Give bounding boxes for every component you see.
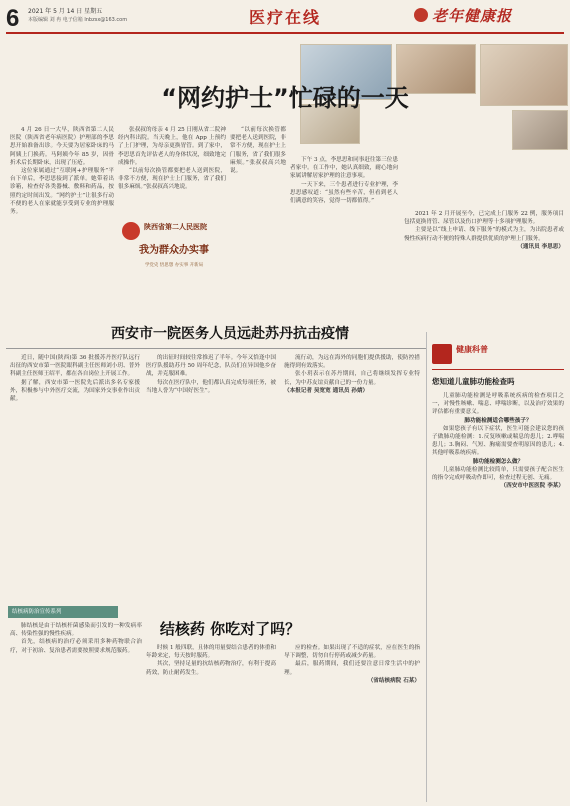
byline: （本报记者 吴宽宽 通讯员 孙婧） xyxy=(284,387,369,394)
story1-column-1 xyxy=(10,126,114,322)
subheading: 肺功能检测怎么做？ xyxy=(472,458,524,465)
logo-slogan: 我为群众办实事 xyxy=(139,245,209,256)
paragraph: 据了解，西安市第一医院先后派出多名专家援外，积极参与中外医疗交流，为国家外交事业作出贡献。 xyxy=(10,379,140,403)
side-title: 您知道儿童肺功能检查吗 xyxy=(432,377,515,386)
story3-title: 结核药 你吃对了吗？ xyxy=(159,620,301,638)
story3-column-1 xyxy=(10,622,142,800)
paragraph: 儿童肺功能检测比较简单，只需要孩子配合医生的指令完成呼吸动作即可，检查过程无创、无痛。 xyxy=(432,466,564,482)
side-column-body xyxy=(432,392,564,800)
logo-subline: 学党史 悟思想 办实事 开新局 xyxy=(144,263,204,268)
paragraph: 的出征时间较往常推迟了半年。今年又恰逢中国医疗队援助苏丹 50 周年纪念，队员们在异国他乡奋战，并克服困难。 xyxy=(146,355,276,378)
story1-column-3 xyxy=(230,126,286,322)
logo-org: 陕西省第二人民医院 xyxy=(144,222,207,231)
divider-vertical xyxy=(426,332,427,802)
editor-line: 本版编辑 刘 冉 电子信箱 lnbzsx@163.com xyxy=(28,17,128,23)
paragraph: 其次，坚持足量的抗结核药物治疗，有利于提高药效，防止耐药发生。 xyxy=(146,661,276,676)
column-badge-icon xyxy=(432,344,452,364)
paragraph: 最后，服药期间，我们还要注意日常生活中的护理。 xyxy=(284,661,420,676)
paragraph: 近日，随中国(陕西)第 36 批援苏丹医疗队远行出征的西安市第一医院眼科副主任医师刘小玥、普外科副主任医师王绍平，都在各自岗位上开展工作。 xyxy=(10,355,140,378)
paragraph: 应的检查。如果出现了不适的症状，应在医生的指导下调整，切勿自行停药或减少药量。 xyxy=(284,645,420,660)
photo-nurse-5 xyxy=(512,110,568,150)
paragraph: 张叔叔的母亲 4 月 25 日刚从省二院神经内科出院。当天晚上，他在 App 上预约了上门护理，为母亲更换胃管。到了家中，李思思首先评估老人的身体状况，细致地完成操作。 xyxy=(118,127,226,166)
byline: （省结核病院 石某） xyxy=(367,677,420,684)
side-column-header xyxy=(432,338,564,370)
paragraph: “以前每次换管都要把老人送到医院，非常不方便，现在护士上门服务，省了我们很多麻烦。”张叔叔高兴地说。 xyxy=(118,168,226,191)
paragraph: 每次在医疗队中，他们都认真完成每项任务，被当地人誉为“中国好医生”。 xyxy=(146,379,276,394)
paragraph: 一天下来，三个患者进行专业护理，李思思感叹道：“虽然有些辛苦，但看到老人们满意的笑容，觉得一切都值得。” xyxy=(290,181,398,205)
paragraph: 主要是以“线上申请、线下服务”的模式为主，为出院患者或慢性疾病行动不便的特殊人群提供优质的护理上门服务。 xyxy=(404,227,564,242)
paragraph: 下午 3 点，李思思和同事赶往第三位患者家中。在工作中，她认真细致，耐心地向家属讲解居家护理的注意事项。 xyxy=(290,157,398,180)
header-rule xyxy=(6,32,564,34)
paragraph: 这位家属通过“互联网+护理服务”平台下单后，李思思接到了派单。她带着出诊箱，检查好各类器械、敷料和药品，按照约定时间出发。“网约护士”让很多行动不便的老人在家就能享受到专业的护理服务。 xyxy=(10,168,114,216)
story1-column-2 xyxy=(118,126,226,214)
page-number: 6 xyxy=(6,5,20,32)
story3-column-2 xyxy=(146,644,276,800)
paragraph: 首先，结核病的治疗必须采用多种药物联合治疗，对于初治、复治患者需要按照要求规范服药。 xyxy=(10,639,142,654)
story2-column-3 xyxy=(284,354,420,598)
emblem-icon xyxy=(122,222,140,240)
paragraph: 2021 年 2 月开展至今，已完成上门服务 22 例，服务项目包括更换胃管、尿管以及伤口护理等十多项护理服务。 xyxy=(404,211,564,226)
paragraph: 时候 1 般四联，且体的用量要结合患者的体重和年龄来定，每天按时服药。 xyxy=(146,645,276,660)
subheading: 肺功能检测适合哪些孩子？ xyxy=(464,417,532,424)
brand-logo-icon xyxy=(414,8,428,22)
byline: （西安市中医医院 李某） xyxy=(500,483,564,490)
byline: （通讯员 李思思） xyxy=(517,243,564,250)
story2-column-2 xyxy=(146,354,276,598)
campaign-logo xyxy=(118,216,226,296)
story3-column-3 xyxy=(284,644,420,800)
paragraph: 如果您孩子有以下症状，医生可能会建议您的孩子做肺功能检测：1.反复咳嗽或喘息的患儿；2.哮喘患儿；3.胸闷、气短、胸痛需要查明原因的患儿；4.其他呼吸系统疾病。 xyxy=(432,425,564,457)
paragraph: 流行动，为远在海外的同胞们提供援助，使防控措施得到有效落实。 xyxy=(284,355,420,370)
column-label: 健康科普 xyxy=(456,344,488,354)
section-title: 医疗在线 xyxy=(248,8,321,27)
paragraph: “以前每次换管都要把老人送到医院，非常不方便，现在护士上门服务，省了我们很多麻烦。”张叔叔高兴地说。 xyxy=(230,127,286,175)
story2-column-1 xyxy=(10,354,140,598)
brand-name: 老年健康报 xyxy=(432,7,513,25)
date-line: 2021 年 5 月 14 日 星期五 xyxy=(28,8,103,15)
series-banner: 结核病防治宣传系列 xyxy=(8,606,118,618)
divider xyxy=(6,348,426,349)
masthead xyxy=(400,4,565,28)
story2-title: 西安市一院医务人员远赴苏丹抗击疫情 xyxy=(111,326,349,342)
paragraph: 儿童肺功能检测是呼吸系统疾病的检查项目之一，对慢性咳嗽、喘息、哮喘诊断，以及治疗效果的评估都有重要意义。 xyxy=(432,393,564,416)
headline: “网约护士”忙碌的一天 xyxy=(161,84,409,112)
paragraph: 张小玥表示在苏丹期间，自己将继续发挥专业特长，为中苏友谊贡献自己的一份力量。 xyxy=(284,371,420,386)
story1-column-4 xyxy=(290,156,398,322)
paragraph: 4 月 26 日一大早，陕西省第二人民医院（陕西省老年病医院）护理部的李思思开始准备出诊。今天要为居家卧床的马阿姨上门换药。马阿姨今年 85 岁，因骨折术后长期卧床，出现了压疮。 xyxy=(10,127,114,166)
paragraph: 肺结核是由于结核杆菌感染而引发的一种发病率高、传染性强的慢性疾病。 xyxy=(10,623,142,638)
story1-column-5 xyxy=(404,210,564,314)
